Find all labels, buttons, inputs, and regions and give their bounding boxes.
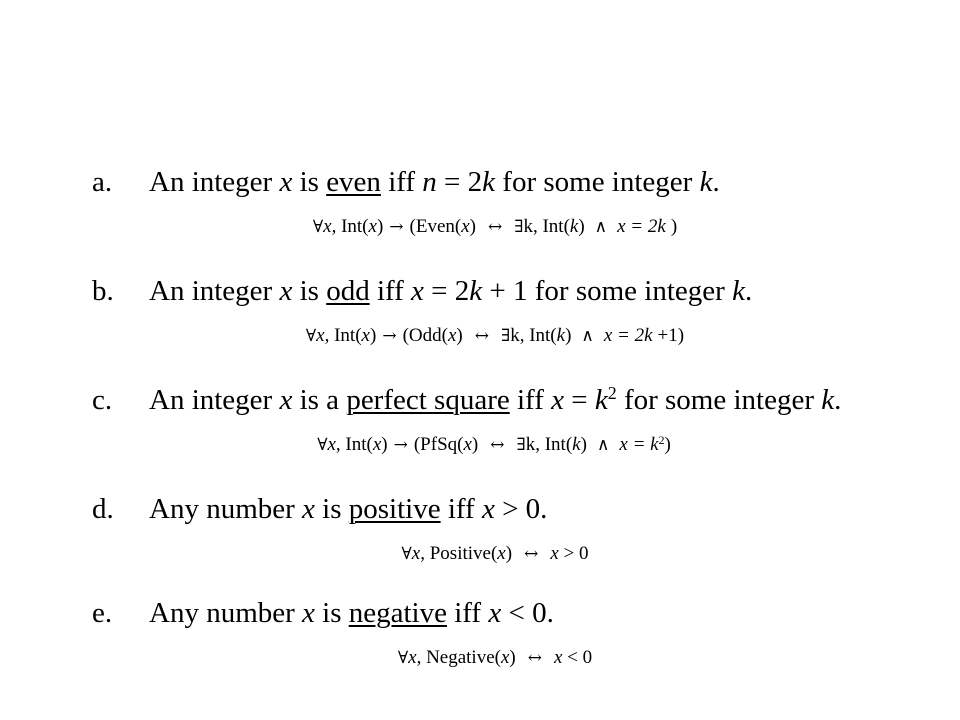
definition-line xyxy=(0,380,960,420)
and-symbol: ∧ xyxy=(596,435,610,455)
and-symbol: ∧ xyxy=(581,326,594,346)
definition-text: An integer x is a perfect square iff $x = k^2$ for some integer k. xyxy=(149,383,842,416)
item-letter: d. xyxy=(92,493,114,525)
definition-line xyxy=(0,271,960,311)
item-letter: a. xyxy=(92,166,113,198)
definition-line xyxy=(0,593,960,633)
iff-arrow: ↔ xyxy=(490,435,505,455)
item-letter: e. xyxy=(92,597,113,629)
iff-arrow: ↔ xyxy=(474,326,489,346)
logic-formula: ∀x, Positive(x) ↔ x > 0 xyxy=(401,543,589,564)
defined-term: perfect square xyxy=(346,384,510,416)
item-letter: c. xyxy=(92,384,113,416)
implies-arrow: → xyxy=(393,435,408,455)
forall-symbol: ∀ xyxy=(305,326,317,346)
implies-arrow: → xyxy=(389,217,404,237)
implies-arrow: → xyxy=(382,326,397,346)
forall-symbol: ∀ xyxy=(401,544,412,564)
forall-symbol: ∀ xyxy=(397,648,409,668)
logic-formula: ∀x, Int(x) → (Odd(x) ↔ ∃k, Int(k) ∧ x = 2k +1) xyxy=(305,325,685,346)
and-symbol: ∧ xyxy=(594,217,608,237)
defined-term: negative xyxy=(348,597,447,629)
exists-symbol: ∃ xyxy=(516,435,526,455)
forall-symbol: ∀ xyxy=(312,217,324,237)
exponent: 2 xyxy=(658,433,665,447)
defined-term: even xyxy=(326,166,381,198)
iff-arrow: ↔ xyxy=(524,544,539,564)
definition-odd xyxy=(0,271,960,349)
defined-term: odd xyxy=(326,275,370,307)
definition-line xyxy=(0,162,960,202)
defined-term: positive xyxy=(348,493,441,525)
logic-formula: ∀x, Int(x) → (Even(x) ↔ ∃k, Int(k) ∧ x = 2k ) xyxy=(312,216,678,237)
exponent: 2 xyxy=(607,383,617,404)
exists-symbol: ∃ xyxy=(514,217,524,237)
definition-perfect-square xyxy=(0,380,960,458)
definition-text: Any number x is positive iff x > 0. xyxy=(149,493,548,525)
definition-line xyxy=(0,489,960,529)
item-letter: b. xyxy=(92,275,114,307)
iff-arrow: ↔ xyxy=(487,217,503,237)
exists-symbol: ∃ xyxy=(500,326,511,346)
forall-symbol: ∀ xyxy=(317,435,328,455)
definition-positive xyxy=(0,489,960,567)
iff-arrow: ↔ xyxy=(527,648,542,668)
logic-formula: ∀x, Negative(x) ↔ x < 0 xyxy=(397,647,593,668)
definition-negative xyxy=(0,593,960,671)
definition-even xyxy=(0,162,960,240)
definition-text: An integer x is even iff n = 2k for some integer k. xyxy=(149,166,720,198)
definition-text: Any number x is negative iff x < 0. xyxy=(149,597,554,629)
logic-formula: ∀x, Int(x) → (PfSq(x) ↔ ∃k, Int(k) ∧ $x = k^2$) xyxy=(317,433,671,455)
definition-text: An integer x is odd iff x = 2k + 1 for some integer k. xyxy=(149,275,753,307)
